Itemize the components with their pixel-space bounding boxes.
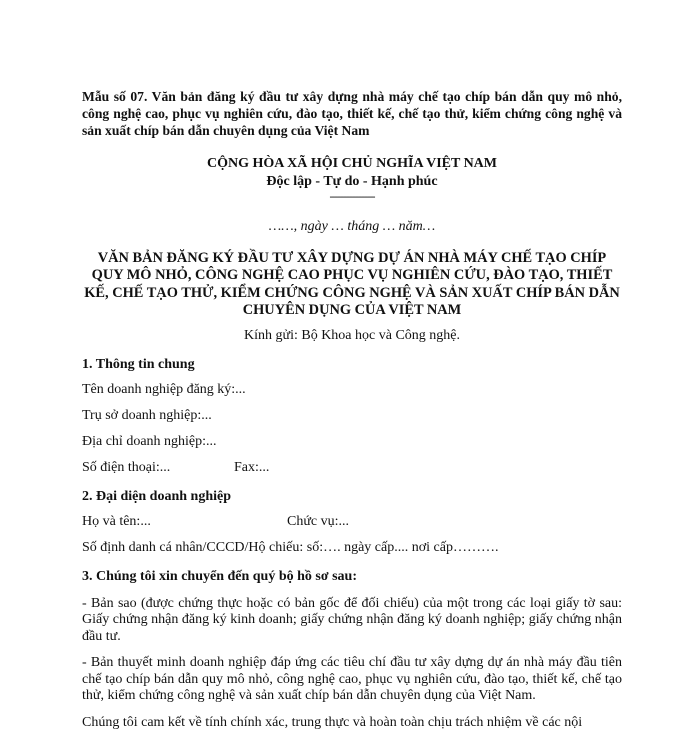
section-documents-heading: 3. Chúng tôi xin chuyển đến quý bộ hồ sơ sau:: [82, 568, 358, 584]
head-office-field: Trụ sở doanh nghiệp:...: [82, 408, 212, 424]
form-title: Mẫu số 07. Văn bản đăng ký đầu tư xây dựng nhà máy chế tạo chíp bán dẫn quy mô nhỏ, công nghệ cao, phục vụ nghiên cứu, đào tạo, thiết kế, chế tạo thử, kiểm chứng công nghệ và sản xuất chíp bán dẫn chuyên dụng của Việt Nam: [82, 89, 622, 138]
company-name-field: Tên doanh nghiệp đăng ký:...: [82, 382, 246, 398]
commitment-paragraph: Chúng tôi cam kết về tính chính xác, trung thực và hoàn toàn chịu trách nhiệm về các nội: [82, 714, 583, 730]
fax-field: Fax:...: [234, 459, 270, 475]
section-general-info-heading: 1. Thông tin chung: [82, 356, 195, 372]
phone-field: Số điện thoại:...: [82, 459, 171, 475]
position-field: Chức vụ:...: [287, 514, 350, 530]
address-field: Địa chỉ doanh nghiệp:...: [82, 433, 217, 449]
full-name-field: Họ và tên:...: [82, 514, 151, 530]
document-page: [82, 88, 622, 731]
id-number-field: Số định danh cá nhân/CCCD/Hộ chiếu: số:…. ngày cấp.... nơi cấp……….: [82, 540, 499, 556]
name-position-row: [82, 514, 622, 531]
document-item-1: - Bản sao (được chứng thực hoặc có bản gốc để đối chiếu) của một trong các loại giấy tờ sau: Giấy chứng nhận đăng ký kinh doanh; giấy chứng nhận đăng ký doanh nghiệp; giấy chứng nhận đầu tư.: [82, 595, 622, 644]
document-item-2: - Bản thuyết minh doanh nghiệp đáp ứng các tiêu chí đầu tư xây dựng dự án nhà máy đầu tiên chế tạo chíp bán dẫn quy mô nhỏ, công nghệ cao, phục vụ nghiên cứu, đào tạo, thiết kế, chế tạo thử, kiểm chứng công nghệ và sản xuất chíp bán dẫn chuyên dụng của Việt Nam.: [82, 655, 622, 704]
document-title: VĂN BẢN ĐĂNG KÝ ĐẦU TƯ XÂY DỰNG DỰ ÁN NHÀ MÁY CHẾ TẠO CHÍP QUY MÔ NHỎ, CÔNG NGHỆ CAO PHỤC VỤ NGHIÊN CỨU, ĐÀO TẠO, THIẾT KẾ, CHẾ TẠO THỬ, KIỂM CHỨNG CÔNG NGHỆ VÀ SẢN XUẤT CHÍP BÁN DẪN CHUYÊN DỤNG CỦA VIỆT NAM: [84, 249, 620, 319]
recipient-line: Kính gửi: Bộ Khoa học và Công nghệ.: [243, 327, 460, 343]
header-divider: ---------------: [329, 189, 375, 203]
phone-fax-row: [82, 460, 622, 477]
national-motto: Độc lập - Tự do - Hạnh phúc: [266, 174, 438, 189]
date-line: ……, ngày … tháng … năm…: [268, 219, 436, 234]
section-representative-heading: 2. Đại diện doanh nghiệp: [82, 488, 231, 504]
national-name: CỘNG HÒA XÃ HỘI CHỦ NGHĨA VIỆT NAM: [206, 156, 497, 171]
